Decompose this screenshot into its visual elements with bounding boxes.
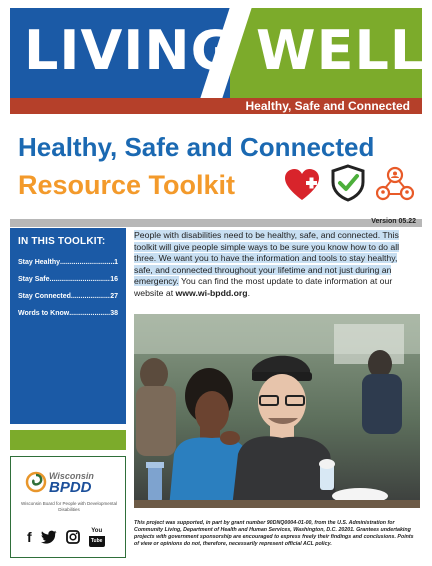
toc-item-page: 38 — [110, 310, 118, 317]
intro-highlighted-text: People with disabilities need to be healthy, safe, and connected. This toolkit will give people simple ways to be sure you know how to do all three. We want you to have the information and tools to stay healthy, safe, and connected throughout your lifetime and not just during an emergency. — [134, 230, 400, 287]
toc-title: IN THIS TOOLKIT: — [18, 236, 106, 247]
logo-wisconsin: Wisconsin — [49, 471, 94, 481]
title-line-2: Resource Toolkit — [18, 170, 236, 200]
toolkit-contents — [10, 228, 126, 424]
version-bar — [10, 219, 422, 227]
banner-subtitle: Healthy, Safe and Connected — [245, 99, 410, 113]
heart-plus-icon — [284, 168, 320, 202]
funding-credit: This project was supported, in part by grant number 90DNQ0004-01-00, from the U.S. Administration for Community Living, Department of Health and Human Services, Washington, D.C. 20201. Grantees undertaking projects with government sponsorship are encouraged to express freely their findings and conclusions. Points of view or opinions do not, therefore, necessarily represent official ACL policy. — [134, 520, 414, 547]
living-well-banner — [10, 8, 426, 113]
title-line-1: Healthy, Safe and Connected — [18, 132, 375, 162]
toc-item-label: Words to Know — [18, 310, 70, 317]
youtube-icon[interactable]: You Tube — [89, 527, 105, 547]
website-link[interactable]: www.wi-bpdd.org — [175, 287, 248, 298]
bpdd-swirl-icon — [25, 471, 47, 493]
logo-tagline: Wisconsin Board for People with Developmental Disabilities — [20, 501, 118, 512]
version-label: Version 05.22 — [371, 218, 416, 225]
toc-item-words-to-know[interactable] — [18, 310, 118, 317]
banner-well-text: WELL — [256, 19, 426, 82]
toc-item-label: Stay Healthy — [18, 259, 61, 266]
social-links — [27, 527, 105, 547]
network-people-icon — [376, 166, 414, 202]
toolkit-cover — [10, 8, 426, 558]
green-accent-block — [10, 430, 126, 450]
toc-item-page: 16 — [110, 276, 118, 283]
toc-item-stay-connected[interactable] — [18, 293, 118, 300]
toc-item-label: Stay Safe — [18, 276, 50, 283]
toc-item-page: 1 — [114, 259, 118, 266]
toc-item-label: Stay Connected — [18, 293, 71, 300]
toc-item-page: 27 — [110, 293, 118, 300]
bpdd-logo-box — [10, 456, 126, 558]
intro-paragraph: People with disabilities need to be healthy, safe, and connected. This toolkit will give people simple ways to be sure you know how to do all three. We want you to have the information and tools to stay healthy, safe, and connected throughout your lifetime and not just during an emergency. You can find the most update to date information at our website at www.wi-bpdd.org. — [134, 230, 400, 298]
logo-bpdd: BPDD — [49, 479, 92, 496]
twitter-icon[interactable] — [41, 530, 57, 544]
shield-check-icon — [330, 164, 366, 202]
photo-two-people-smiling — [134, 314, 420, 508]
intro-text: You can find the most update to date information at our website at — [134, 276, 393, 298]
toc-item-stay-safe[interactable] — [18, 276, 118, 283]
banner-living-text: LIVING — [24, 19, 236, 82]
facebook-icon[interactable]: f — [27, 529, 32, 545]
instagram-icon[interactable] — [66, 530, 80, 544]
toc-item-stay-healthy[interactable] — [18, 259, 118, 266]
